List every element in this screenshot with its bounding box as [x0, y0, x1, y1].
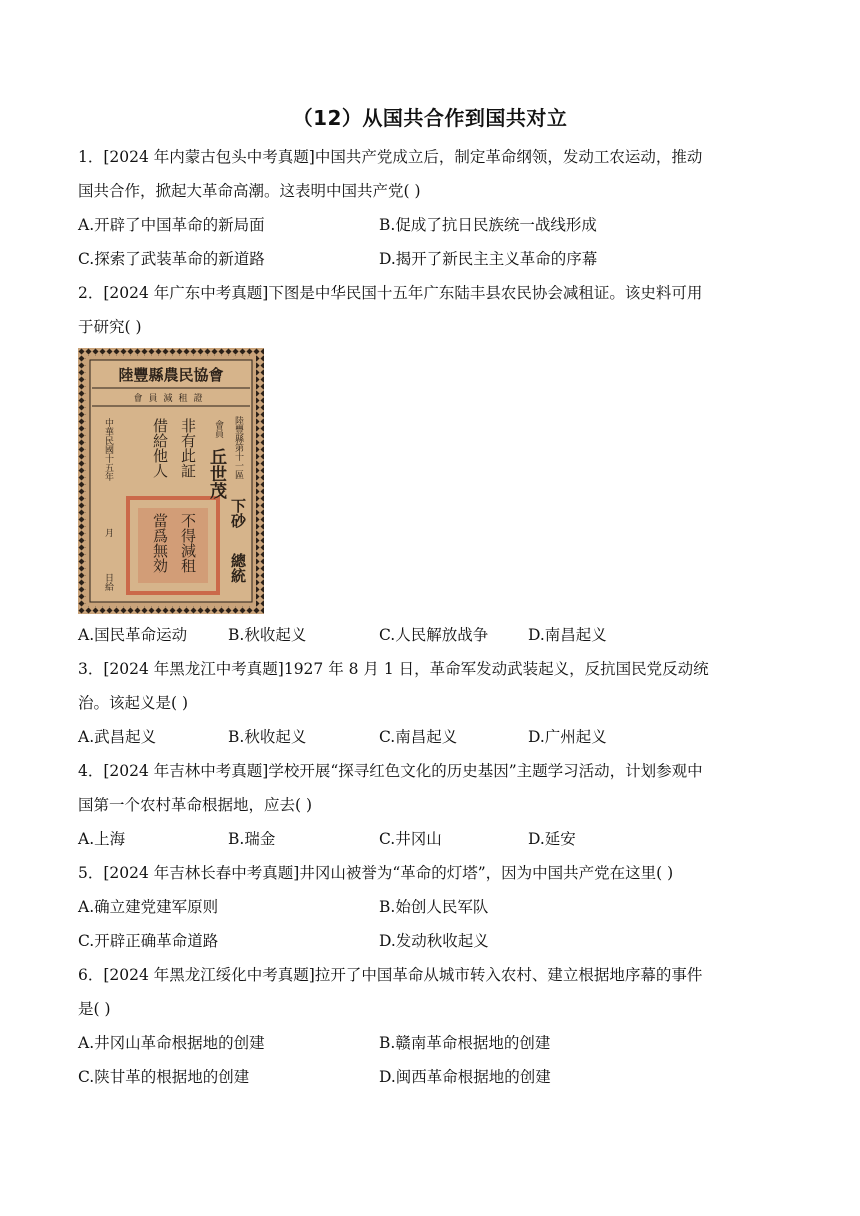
question-4-line-1: 4．[2024 年吉林中考真题]学校开展“探寻红色文化的历史基因”主题学习活动，计划参观中 [78, 762, 703, 780]
question-1-line-2: 国共合作，掀起大革命高潮。这表明中国共产党( ) [78, 182, 421, 200]
question-6-option-d: D.闽西革命根据地的创建 [379, 1068, 551, 1086]
question-5-option-a: A.确立建党建军原则 [78, 898, 219, 916]
page-title: （12）从国共合作到国共对立 [292, 106, 568, 130]
question-2-option-c: C.人民解放战争 [379, 626, 489, 644]
certificate-text-c: 不得減租 [179, 513, 197, 573]
question-3-option-c: C.南昌起义 [379, 728, 458, 746]
question-4-option-a: A.上海 [78, 830, 126, 848]
question-2-option-b: B.秋收起义 [228, 626, 307, 644]
question-3-line-1: 3．[2024 年黑龙江中考真题]1927 年 8 月 1 日，革命军发动武装起义，反抗国民党反动统 [78, 660, 709, 678]
question-5-line-1: 5．[2024 年吉林长春中考真题]井冈山被誉为“革命的灯塔”，因为中国共产党在这里( ) [78, 864, 674, 882]
question-1-option-b: B.促成了抗日民族统一战线形成 [379, 216, 597, 234]
certificate-date-day: 日給 [103, 573, 113, 591]
question-2-line-2: 于研究( ) [78, 318, 142, 336]
question-2-line-1: 2．[2024 年广东中考真题]下图是中华民国十五年广东陆丰县农民协会减租证。该史料可用 [78, 284, 703, 302]
question-3-option-d: D.广州起义 [528, 728, 607, 746]
question-6-option-c: C.陕甘革的根据地的创建 [78, 1068, 250, 1086]
question-6-option-a: A.井冈山革命根据地的创建 [78, 1034, 265, 1052]
certificate-district: 陸豐縣第十一區 [233, 416, 243, 479]
certificate-text-b: 借給他人 [151, 418, 169, 478]
certificate-text-a: 非有此証 [179, 418, 197, 478]
question-1-option-a: A.开辟了中国革命的新局面 [78, 216, 265, 234]
certificate-date-month: 月 [103, 528, 113, 537]
question-6-line-1: 6．[2024 年黑龙江绥化中考真题]拉开了中国革命从城市转入农村、建立根据地序幕的事件 [78, 966, 703, 984]
certificate-seal-text: 總統 [229, 553, 247, 583]
question-3-option-b: B.秋收起义 [228, 728, 307, 746]
question-6-line-2: 是( ) [78, 1000, 111, 1018]
question-5-option-c: C.开辟正确革命道路 [78, 932, 219, 950]
question-2-option-d: D.南昌起义 [528, 626, 607, 644]
question-3-option-a: A.武昌起义 [78, 728, 157, 746]
question-1-option-d: D.揭开了新民主主义革命的序幕 [379, 250, 598, 268]
question-6-option-b: B.赣南革命根据地的创建 [379, 1034, 551, 1052]
question-4-line-2: 国第一个农村革命根据地，应去( ) [78, 796, 313, 814]
rent-reduction-certificate-image [78, 348, 264, 614]
certificate-member-name: 丘世茂 [206, 448, 226, 499]
certificate-text-d: 當爲無効 [151, 513, 169, 573]
certificate-member-label: 會員 [213, 420, 223, 438]
question-1-line-1: 1．[2024 年内蒙古包头中考真题]中国共产党成立后，制定革命纲领，发动工农运动，推动 [78, 148, 703, 166]
certificate-date: 中華民國十五年 [103, 418, 113, 481]
question-4-option-d: D.延安 [528, 830, 576, 848]
question-2-option-a: A.国民革命运动 [78, 626, 188, 644]
certificate-header: 陸豐縣農民協會 [118, 366, 224, 384]
certificate-subheader: 會員減租證 [133, 394, 209, 404]
question-1-option-c: C.探索了武装革命的新道路 [78, 250, 265, 268]
question-4-option-c: C.井冈山 [379, 830, 442, 848]
certificate-place: 下砂 [229, 498, 247, 528]
question-3-line-2: 治。该起义是( ) [78, 694, 189, 712]
question-5-option-b: B.始创人民军队 [379, 898, 489, 916]
question-5-option-d: D.发动秋收起义 [379, 932, 489, 950]
question-4-option-b: B.瑞金 [228, 830, 276, 848]
